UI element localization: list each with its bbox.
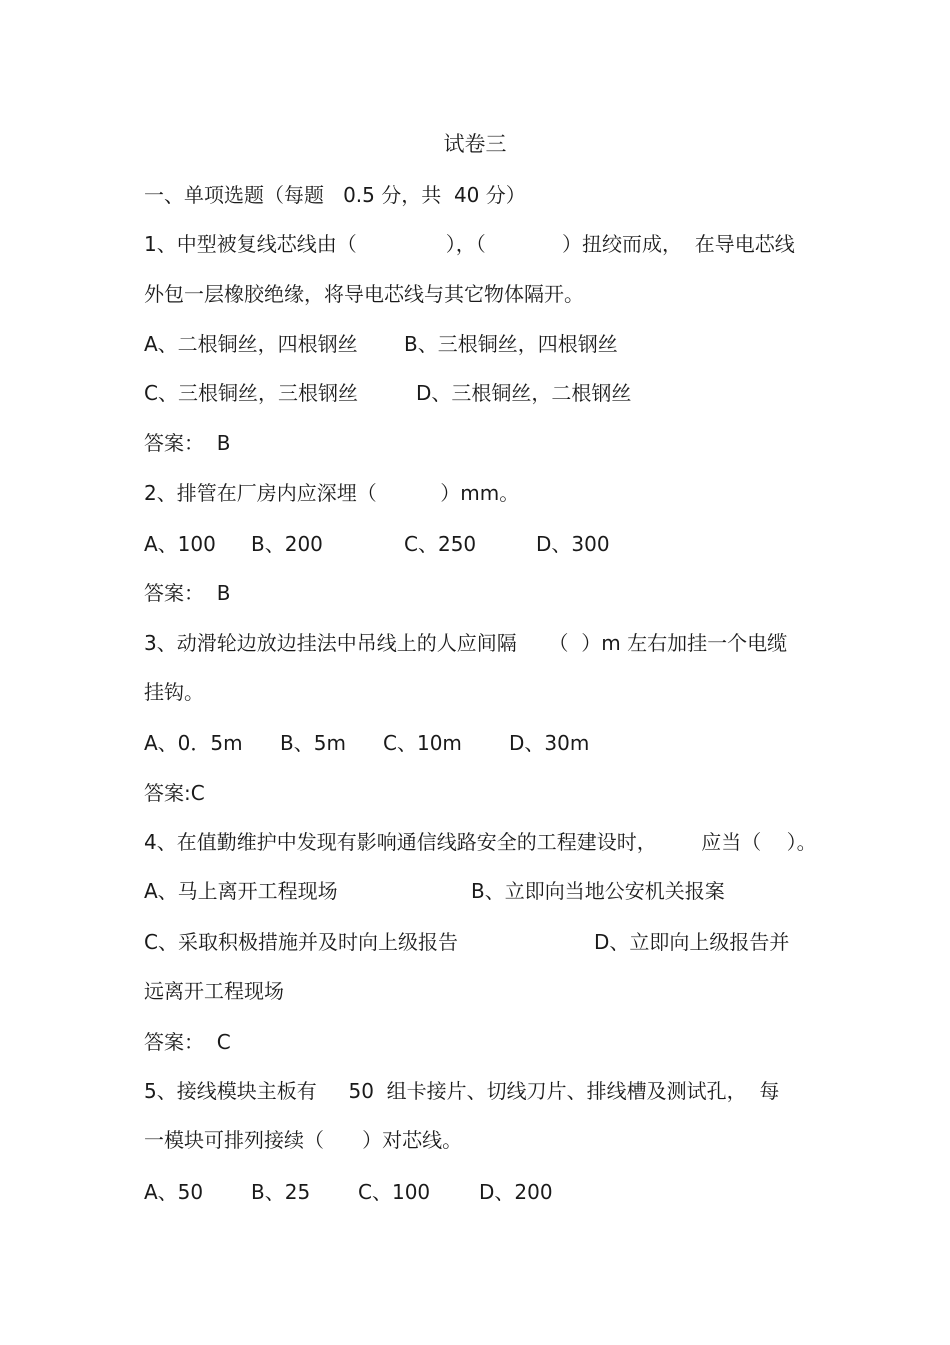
question-2-option-d: D、300 bbox=[536, 532, 610, 556]
question-3-stem-line-1: 3、动滑轮边放边挂法中吊线上的人应间隔 （ ）m 左右加挂一个电缆 bbox=[144, 631, 788, 655]
question-5-option-c: C、100 bbox=[358, 1180, 431, 1204]
question-4-answer: 答案： C bbox=[144, 1030, 231, 1054]
question-4-option-b: B、立即向当地公安机关报案 bbox=[471, 879, 725, 903]
question-5-option-d: D、200 bbox=[479, 1180, 553, 1204]
question-5-stem-line-1: 5、接线模块主板有 50 组卡接片、切线刀片、排线槽及测试孔， 每 bbox=[144, 1079, 780, 1103]
question-5-option-b: B、25 bbox=[251, 1180, 311, 1204]
question-1-stem-line-1: 1、中型被复线芯线由（ ），（ ）扭绞而成， 在导电芯线 bbox=[144, 232, 795, 256]
question-5-option-a: A、50 bbox=[144, 1180, 204, 1204]
page-title: 试卷三 bbox=[443, 132, 507, 156]
question-1-option-a: A、二根铜丝，四根钢丝 bbox=[144, 332, 358, 356]
question-4-stem-line-1: 4、在值勤维护中发现有影响通信线路安全的工程建设时， 应当（ ）。 bbox=[144, 830, 817, 854]
question-2-stem-line-1: 2、排管在厂房内应深埋（ ）mm。 bbox=[144, 481, 520, 505]
question-2-option-b: B、200 bbox=[251, 532, 323, 556]
question-1-option-d: D、三根铜丝，二根钢丝 bbox=[416, 381, 632, 405]
question-4-option-c: C、采取积极措施并及时向上级报告 bbox=[144, 930, 458, 954]
question-5-stem-line-2: 一模块可排列接续（ ）对芯线。 bbox=[144, 1128, 463, 1152]
question-3-option-a: A、0．5m bbox=[144, 731, 243, 755]
question-2-option-c: C、250 bbox=[404, 532, 477, 556]
section-heading: 一、单项选题（每题 0.5 分，共 40 分） bbox=[144, 183, 526, 207]
question-4-option-a: A、马上离开工程现场 bbox=[144, 879, 338, 903]
question-2-answer: 答案： B bbox=[144, 581, 231, 605]
question-1-option-c: C、三根铜丝，三根钢丝 bbox=[144, 381, 358, 405]
question-4-option-d: D、立即向上级报告并 bbox=[594, 930, 790, 954]
question-3-option-c: C、10m bbox=[383, 731, 462, 755]
question-2-option-a: A、100 bbox=[144, 532, 216, 556]
question-1-option-b: B、三根铜丝，四根钢丝 bbox=[404, 332, 618, 356]
question-3-option-b: B、5m bbox=[280, 731, 346, 755]
question-1-stem-line-2: 外包一层橡胶绝缘，将导电芯线与其它物体隔开。 bbox=[144, 282, 584, 306]
question-3-stem-line-2: 挂钩。 bbox=[144, 680, 204, 704]
question-3-answer: 答案:C bbox=[144, 781, 205, 805]
question-4-option-continuation: 远离开工程现场 bbox=[144, 979, 284, 1003]
question-1-answer: 答案： B bbox=[144, 431, 231, 455]
question-3-option-d: D、30m bbox=[509, 731, 590, 755]
